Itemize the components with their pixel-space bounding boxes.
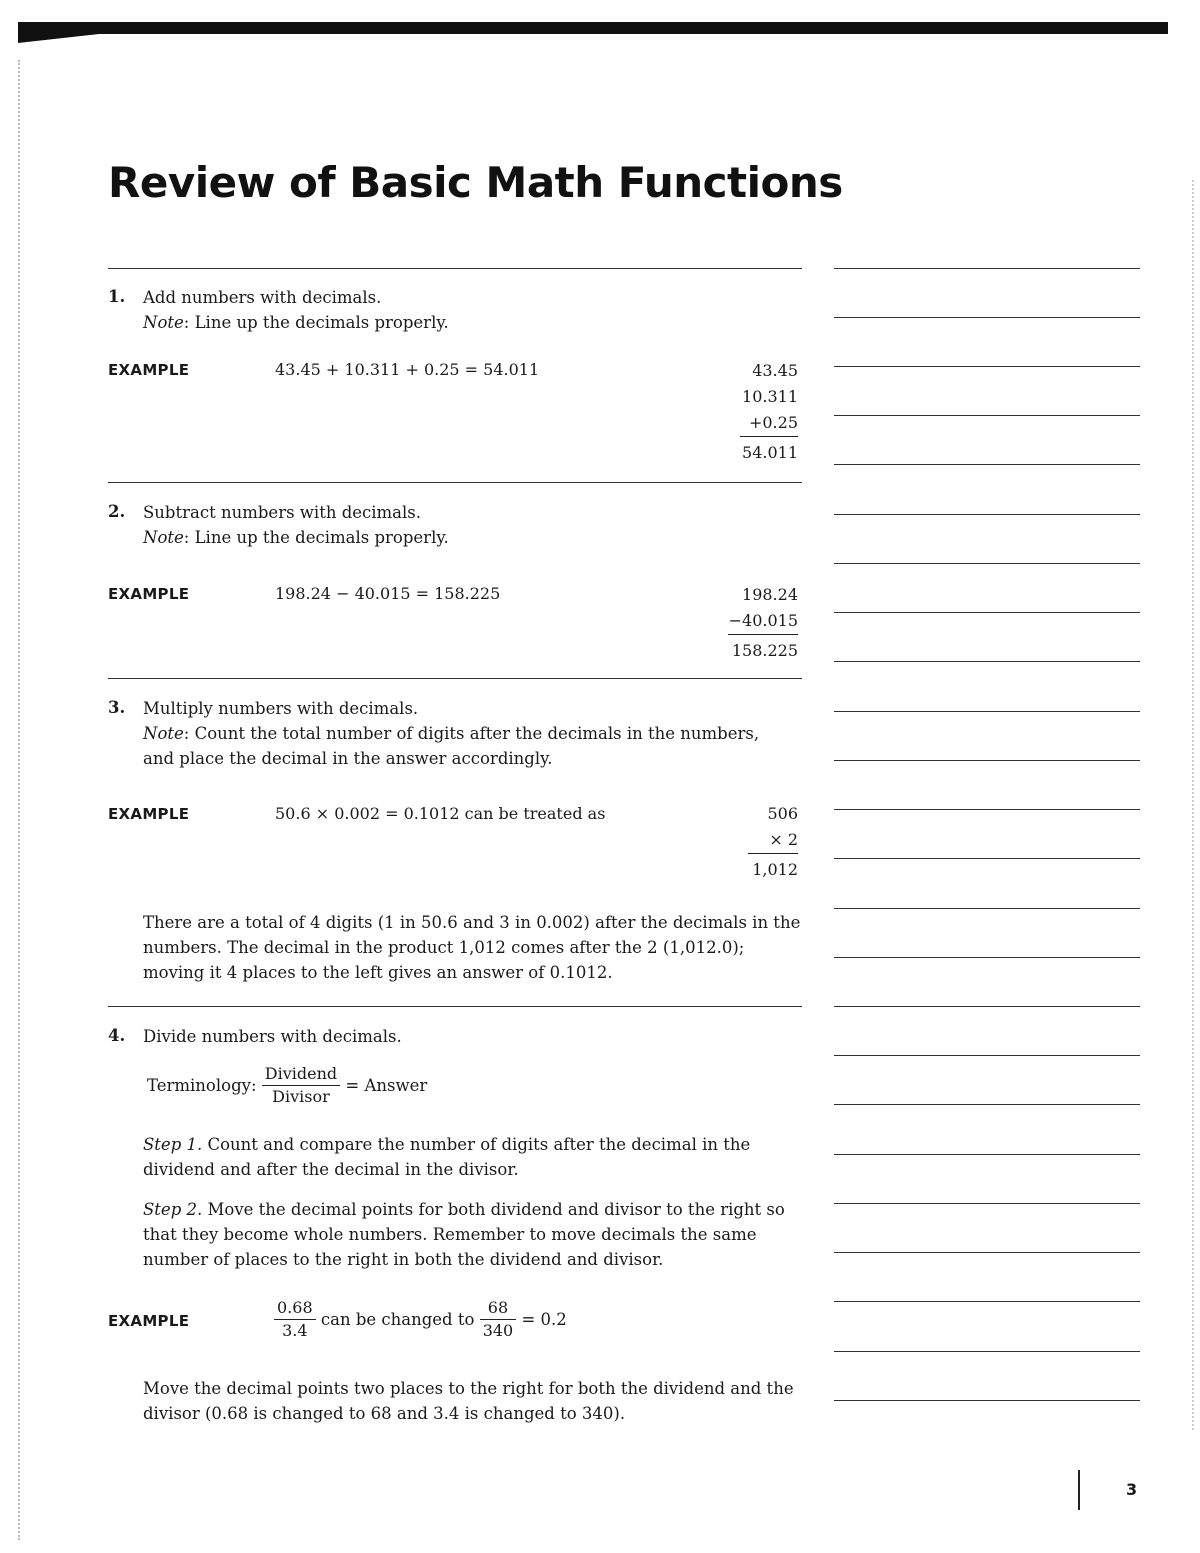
note-text: : Line up the decimals properly.	[183, 313, 449, 332]
fraction-numerator: Dividend	[262, 1063, 340, 1086]
stack-row: −40.015	[728, 608, 798, 635]
note-line	[834, 1400, 1140, 1401]
note-line	[834, 268, 1140, 269]
stack-row: 506	[767, 804, 798, 823]
section-3-explanation: There are a total of 4 digits (1 in 50.6 and 3 in 0.002) after the decimals in the numbers. The decimal in the product 1,012 comes after the 2 (1,012.0); moving it 4 places to the left gives an answer of 0.1012.	[143, 913, 801, 982]
section-3-heading-block	[143, 696, 793, 771]
note-line	[834, 1203, 1140, 1204]
note-line	[834, 1006, 1140, 1007]
step-1	[143, 1132, 793, 1182]
example-connector-text: can be changed to	[320, 1310, 475, 1329]
terminology-fraction	[262, 1063, 340, 1108]
note-line	[834, 908, 1140, 909]
section-1-stacked-sum	[700, 358, 798, 466]
top-header-bar	[18, 22, 1168, 34]
section-2-number: 2.	[108, 502, 126, 521]
stack-row: × 2	[748, 827, 798, 854]
example-fraction-original	[274, 1297, 316, 1342]
note-line	[834, 957, 1140, 958]
note-line	[834, 1104, 1140, 1105]
note-line	[834, 317, 1140, 318]
step-2	[143, 1197, 793, 1272]
note-line	[834, 661, 1140, 662]
section-2-note	[143, 525, 783, 550]
section-divider	[108, 1006, 802, 1007]
note-text: : Line up the decimals properly.	[183, 528, 449, 547]
terminology-label: Terminology:	[147, 1076, 257, 1095]
section-3-equation: 50.6 × 0.002 = 0.1012 can be treated as	[275, 804, 606, 823]
example-result: = 0.2	[521, 1310, 567, 1329]
stack-result: 1,012	[752, 860, 798, 879]
note-line	[834, 612, 1140, 613]
note-label: Note	[143, 313, 184, 332]
stack-row: 43.45	[752, 361, 798, 380]
section-1-number: 1.	[108, 287, 126, 306]
note-line	[834, 464, 1140, 465]
section-4-heading: Divide numbers with decimals.	[143, 1027, 402, 1046]
stack-row: +0.25	[740, 410, 798, 437]
section-2-heading: Subtract numbers with decimals.	[143, 503, 422, 522]
step-label: Step 2.	[143, 1200, 203, 1219]
section-4-example-label: EXAMPLE	[108, 1312, 190, 1330]
note-line	[834, 760, 1140, 761]
note-line	[834, 858, 1140, 859]
section-2-heading-block	[143, 500, 783, 550]
terminology-formula	[147, 1063, 547, 1108]
note-label: Note	[143, 724, 184, 743]
section-2-stacked-difference	[700, 582, 798, 664]
note-line	[834, 1301, 1140, 1302]
stack-result: 54.011	[742, 443, 798, 462]
scan-edge-left	[18, 60, 22, 1540]
section-divider	[108, 482, 802, 483]
fraction-numerator: 68	[480, 1297, 517, 1320]
note-text: : Count the total number of digits after the decimals in the numbers, and place the decimal in the answer accordingly.	[143, 724, 760, 768]
note-line	[834, 514, 1140, 515]
note-line	[834, 711, 1140, 712]
note-line	[834, 1154, 1140, 1155]
section-1-note	[143, 310, 783, 335]
fraction-denominator: 3.4	[282, 1321, 308, 1340]
note-line	[834, 563, 1140, 564]
section-1-equation: 43.45 + 10.311 + 0.25 = 54.011	[275, 360, 540, 379]
section-3-example-label: EXAMPLE	[108, 805, 190, 823]
note-line	[834, 366, 1140, 367]
note-label: Note	[143, 528, 184, 547]
note-line	[834, 1055, 1140, 1056]
section-divider	[108, 268, 802, 269]
section-3-number: 3.	[108, 698, 126, 717]
fraction-denominator: 340	[482, 1321, 514, 1340]
step-text: Count and compare the number of digits after the decimal in the dividend and after the decimal in the divisor.	[143, 1135, 751, 1179]
section-2-equation: 198.24 − 40.015 = 158.225	[275, 584, 501, 603]
section-1-heading: Add numbers with decimals.	[143, 288, 382, 307]
fraction-denominator: Divisor	[272, 1087, 330, 1106]
step-label: Step 1.	[143, 1135, 203, 1154]
stack-row: 198.24	[742, 585, 798, 604]
section-3-stacked-product	[700, 801, 798, 883]
fraction-numerator: 0.68	[274, 1297, 316, 1320]
note-line	[834, 1252, 1140, 1253]
section-2-example-label: EXAMPLE	[108, 585, 190, 603]
top-header-bar-tail	[18, 33, 108, 43]
scan-edge-right	[1192, 180, 1196, 1430]
section-3-note	[143, 721, 793, 771]
note-line	[834, 1351, 1140, 1352]
page-number-divider	[1078, 1470, 1080, 1510]
section-4-explanation: Move the decimal points two places to the right for both the dividend and the divisor (0.68 is changed to 68 and 3.4 is changed to 340).	[143, 1379, 794, 1423]
example-fraction-converted	[480, 1297, 517, 1342]
note-line	[834, 809, 1140, 810]
section-3-heading: Multiply numbers with decimals.	[143, 699, 419, 718]
step-text: Move the decimal points for both dividend and divisor to the right so that they become whole numbers. Remember to move decimals the same number of places to the right in both the dividend and divisor.	[143, 1200, 785, 1269]
section-1-example-label: EXAMPLE	[108, 361, 190, 379]
page-title: Review of Basic Math Functions	[108, 158, 843, 207]
note-line	[834, 415, 1140, 416]
section-divider	[108, 678, 802, 679]
section-1-heading-block	[143, 285, 783, 335]
section-4-example-equation	[274, 1297, 694, 1342]
stack-result: 158.225	[731, 641, 798, 660]
stack-row: 10.311	[742, 387, 798, 406]
section-4-number: 4.	[108, 1026, 126, 1045]
page-number: 3	[1126, 1480, 1138, 1499]
terminology-result: = Answer	[345, 1076, 428, 1095]
